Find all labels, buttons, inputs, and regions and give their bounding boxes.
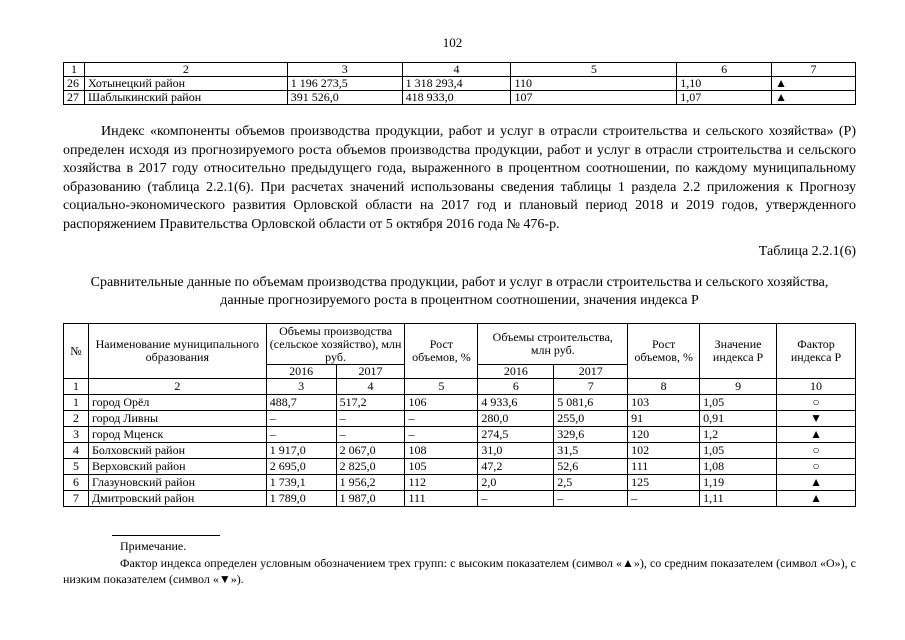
- note-label: Примечание.: [120, 539, 187, 553]
- row-number: 3: [64, 427, 89, 443]
- value-cell: 52,6: [554, 459, 628, 475]
- value-cell: 2 067,0: [336, 443, 405, 459]
- value-cell: 31,0: [478, 443, 554, 459]
- growth-cell: 111: [405, 491, 478, 507]
- table-row: [64, 395, 856, 411]
- value-cell: –: [336, 411, 405, 427]
- page-number: 102: [442, 35, 463, 50]
- column-number-row: [64, 379, 856, 395]
- value-cell: 1 789,0: [266, 491, 336, 507]
- header-agri-growth: Рост объемов, %: [405, 324, 478, 379]
- value-cell: 418 933,0: [402, 91, 511, 105]
- value-cell: 2 695,0: [266, 459, 336, 475]
- district-name: город Мценск: [88, 427, 266, 443]
- index-cell: 1,10: [677, 77, 772, 91]
- table-row: [64, 411, 856, 427]
- factor-symbol: ▲: [777, 427, 856, 443]
- row-number: 1: [64, 395, 89, 411]
- growth-cell: 91: [628, 411, 700, 427]
- index-cell: 0,91: [700, 411, 777, 427]
- header-year: 2017: [554, 365, 628, 379]
- district-name: Глазуновский район: [88, 475, 266, 491]
- growth-cell: 108: [405, 443, 478, 459]
- header-year: 2016: [478, 365, 554, 379]
- row-number: 27: [64, 91, 85, 105]
- header-number: №: [64, 324, 89, 379]
- top-header-cell: 6: [677, 63, 772, 77]
- value-cell: 4 933,6: [478, 395, 554, 411]
- value-cell: 47,2: [478, 459, 554, 475]
- value-cell: 2,5: [554, 475, 628, 491]
- row-number: 6: [64, 475, 89, 491]
- value-cell: –: [266, 427, 336, 443]
- body-paragraph: Индекс «компоненты объемов производства продукции, работ и услуг в отрасли строительства и сельского хозяйства» (Р) определен исходя из прогнозируемого роста объемов производства продукции, работ и услуг в отрасли строительства и сельского хозяйства в 2017 году относительно предыдущего года, выраженного в процентном соотношении, по каждому муниципальному образованию (таблица 2.2.1(6). При расчетах значений использованы сведения таблицы 1 раздела 2.2 приложения к Прогнозу социально-экономического развития Орловской области на 2017 год и плановый период 2018 и 2019 годов, утвержденного распоряжением Правительства Орловской области от 5 октября 2016 года № 476-р.: [63, 124, 856, 232]
- column-number: 3: [266, 379, 336, 395]
- note-text: Фактор индекса определен условным обозначением трех групп: с высоким показателем (символ «▲»), со средним показателем (символ «О»), с низким показателем (символ «▼»).: [63, 556, 856, 586]
- value-cell: 5 081,6: [554, 395, 628, 411]
- growth-cell: 106: [405, 395, 478, 411]
- top-header-cell: 3: [287, 63, 402, 77]
- header-year: 2016: [266, 365, 336, 379]
- table-row: [64, 77, 856, 91]
- value-cell: –: [554, 491, 628, 507]
- header-row: [64, 324, 856, 365]
- growth-cell: –: [405, 427, 478, 443]
- growth-cell: 107: [511, 91, 677, 105]
- index-cell: 1,2: [700, 427, 777, 443]
- header-construction-growth: Рост объемов, %: [628, 324, 700, 379]
- main-table: [63, 323, 856, 507]
- district-name: Шаблыкинский район: [84, 91, 287, 105]
- table-row: [64, 491, 856, 507]
- row-number: 2: [64, 411, 89, 427]
- factor-symbol: ○: [777, 395, 856, 411]
- table-title: Сравнительные данные по объемам производства продукции, работ и услуг в отрасли строительства и сельского хозяйства,: [90, 275, 829, 290]
- index-cell: 1,08: [700, 459, 777, 475]
- table-row: [64, 91, 856, 105]
- growth-cell: 111: [628, 459, 700, 475]
- value-cell: 488,7: [266, 395, 336, 411]
- column-number: 1: [64, 379, 89, 395]
- value-cell: 391 526,0: [287, 91, 402, 105]
- top-table: [63, 62, 856, 105]
- value-cell: 2 825,0: [336, 459, 405, 475]
- header-municipality: Наименование муниципального образования: [88, 324, 266, 379]
- district-name: Хотынецкий район: [84, 77, 287, 91]
- value-cell: 255,0: [554, 411, 628, 427]
- value-cell: 1 739,1: [266, 475, 336, 491]
- value-cell: –: [478, 491, 554, 507]
- value-cell: –: [266, 411, 336, 427]
- value-cell: –: [336, 427, 405, 443]
- growth-cell: 105: [405, 459, 478, 475]
- index-cell: 1,11: [700, 491, 777, 507]
- header-construction-volume: Объемы строительства, млн руб.: [478, 324, 628, 365]
- row-number: 7: [64, 491, 89, 507]
- district-name: Верховский район: [88, 459, 266, 475]
- header-agri-volume: Объемы производства (сельское хозяйство), млн руб.: [266, 324, 405, 365]
- table-row: [64, 427, 856, 443]
- factor-symbol: ▼: [777, 411, 856, 427]
- value-cell: 274,5: [478, 427, 554, 443]
- district-name: город Орёл: [88, 395, 266, 411]
- value-cell: 1 956,2: [336, 475, 405, 491]
- row-number: 5: [64, 459, 89, 475]
- column-number: 9: [700, 379, 777, 395]
- top-table-header-row: [64, 63, 856, 77]
- value-cell: 280,0: [478, 411, 554, 427]
- table-subtitle: данные прогнозируемого роста в процентном соотношении, значения индекса Р: [220, 293, 699, 308]
- column-number: 6: [478, 379, 554, 395]
- growth-cell: –: [628, 491, 700, 507]
- value-cell: 1 196 273,5: [287, 77, 402, 91]
- top-header-cell: 2: [84, 63, 287, 77]
- growth-cell: 120: [628, 427, 700, 443]
- value-cell: 2,0: [478, 475, 554, 491]
- index-cell: 1,07: [677, 91, 772, 105]
- value-cell: 1 987,0: [336, 491, 405, 507]
- top-header-cell: 1: [64, 63, 85, 77]
- table-row: [64, 459, 856, 475]
- column-number: 2: [88, 379, 266, 395]
- top-header-cell: 5: [511, 63, 677, 77]
- table-caption: Таблица 2.2.1(6): [758, 244, 856, 259]
- growth-cell: 110: [511, 77, 677, 91]
- growth-cell: 112: [405, 475, 478, 491]
- column-number: 10: [777, 379, 856, 395]
- header-index-value: Значение индекса Р: [700, 324, 777, 379]
- factor-symbol: ▲: [777, 491, 856, 507]
- value-cell: 31,5: [554, 443, 628, 459]
- growth-cell: 125: [628, 475, 700, 491]
- table-row: [64, 475, 856, 491]
- top-header-cell: 7: [772, 63, 856, 77]
- value-cell: 1 917,0: [266, 443, 336, 459]
- header-year: 2017: [336, 365, 405, 379]
- index-cell: 1,05: [700, 443, 777, 459]
- growth-cell: 103: [628, 395, 700, 411]
- row-number: 26: [64, 77, 85, 91]
- table-row: [64, 443, 856, 459]
- column-number: 5: [405, 379, 478, 395]
- index-cell: 1,05: [700, 395, 777, 411]
- header-index-factor: Фактор индекса Р: [777, 324, 856, 379]
- value-cell: 329,6: [554, 427, 628, 443]
- value-cell: 1 318 293,4: [402, 77, 511, 91]
- column-number: 8: [628, 379, 700, 395]
- footnote-divider: [112, 535, 220, 536]
- column-number: 7: [554, 379, 628, 395]
- district-name: город Ливны: [88, 411, 266, 427]
- growth-cell: 102: [628, 443, 700, 459]
- district-name: Дмитровский район: [88, 491, 266, 507]
- factor-symbol: ▲: [772, 91, 856, 105]
- district-name: Болховский район: [88, 443, 266, 459]
- column-number: 4: [336, 379, 405, 395]
- factor-symbol: ▲: [772, 77, 856, 91]
- row-number: 4: [64, 443, 89, 459]
- factor-symbol: ○: [777, 443, 856, 459]
- top-header-cell: 4: [402, 63, 511, 77]
- value-cell: 517,2: [336, 395, 405, 411]
- factor-symbol: ▲: [777, 475, 856, 491]
- growth-cell: –: [405, 411, 478, 427]
- index-cell: 1,19: [700, 475, 777, 491]
- factor-symbol: ○: [777, 459, 856, 475]
